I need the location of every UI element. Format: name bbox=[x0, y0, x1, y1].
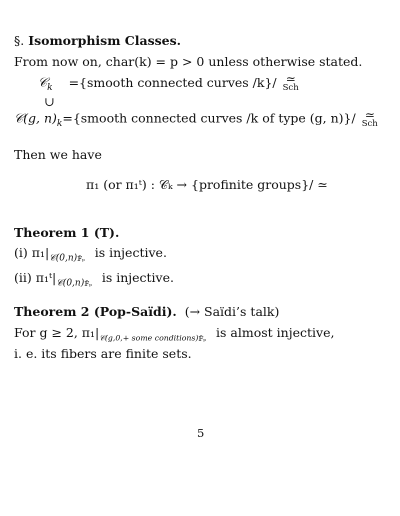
cgn-symbol: 𝒞(g, n) bbox=[14, 110, 57, 126]
theorem1-item2-suffix: is injective. bbox=[101, 270, 174, 285]
page-number: 5 bbox=[197, 426, 205, 440]
theorem2-line2: i. e. its fibers are finite sets. bbox=[14, 346, 192, 361]
pi1-map-formula: π₁ (or π₁ᵗ) : 𝒞ₖ → {profinite groups}/ ≃ bbox=[86, 177, 328, 192]
theorem2-title: Theorem 2 (Pop-Saïdi). bbox=[14, 304, 177, 319]
theorem1-item1 bbox=[14, 245, 167, 263]
theorem1-item2 bbox=[14, 270, 174, 288]
iso-sch-2 bbox=[362, 110, 378, 128]
theorem1-item2-prefix: (ii) π₁ᵗ| bbox=[14, 270, 57, 285]
theorem1-item1-subsubscript: 𝔽̄ₚ bbox=[77, 255, 85, 264]
iso-symbol: ≃ bbox=[285, 72, 296, 86]
theorem2-line1 bbox=[14, 325, 334, 343]
theorem1-item2-subsubscript: 𝔽̄ₚ bbox=[84, 280, 92, 289]
theorem2-line1-subsubscript: 𝔽̄ₚ bbox=[198, 335, 207, 344]
theorem2-line1-suffix: is almost injective, bbox=[216, 325, 335, 340]
theorem1-item1-subscript: 𝒞(0,n) bbox=[49, 253, 78, 264]
iso-label-2: Sch bbox=[361, 118, 378, 129]
theorem1-item1-suffix: is injective. bbox=[94, 245, 167, 260]
then-we-have: Then we have bbox=[14, 147, 102, 162]
intro-text: From now on, char(k) = p > 0 unless otherwise stated. bbox=[14, 54, 363, 69]
def-ck bbox=[38, 74, 299, 92]
theorem1-item1-prefix: (i) π₁| bbox=[14, 245, 50, 260]
ck-symbol: 𝒞 bbox=[38, 74, 48, 90]
iso-sch-1 bbox=[283, 74, 299, 92]
theorem2-reference: (→ Saïdi’s talk) bbox=[184, 304, 280, 319]
theorem1-item2-subscript: 𝒞(0,n) bbox=[56, 278, 85, 289]
ck-definition: ={smooth connected curves /k}/ bbox=[68, 74, 277, 90]
section-symbol: §. bbox=[14, 33, 25, 48]
cgn-definition: ={smooth connected curves /k of type (g, n)}/ bbox=[62, 110, 356, 126]
iso-label: Sch bbox=[282, 82, 299, 93]
section-title: Isomorphism Classes. bbox=[28, 33, 181, 48]
theorem2-heading bbox=[14, 304, 279, 319]
theorem2-line1-prefix: For g ≥ 2, π₁| bbox=[14, 325, 100, 340]
inclusion-symbol: ∪ bbox=[44, 94, 55, 109]
theorem1-title: Theorem 1 (T). bbox=[14, 225, 120, 240]
theorem2-line1-subscript: 𝒞(g,0,+ some conditions) bbox=[99, 333, 199, 343]
section-heading bbox=[14, 33, 181, 48]
def-cgn bbox=[14, 110, 378, 128]
ck-subscript: k bbox=[47, 83, 53, 94]
cgn-subscript: k bbox=[56, 119, 63, 130]
iso-symbol-2: ≃ bbox=[364, 108, 375, 122]
